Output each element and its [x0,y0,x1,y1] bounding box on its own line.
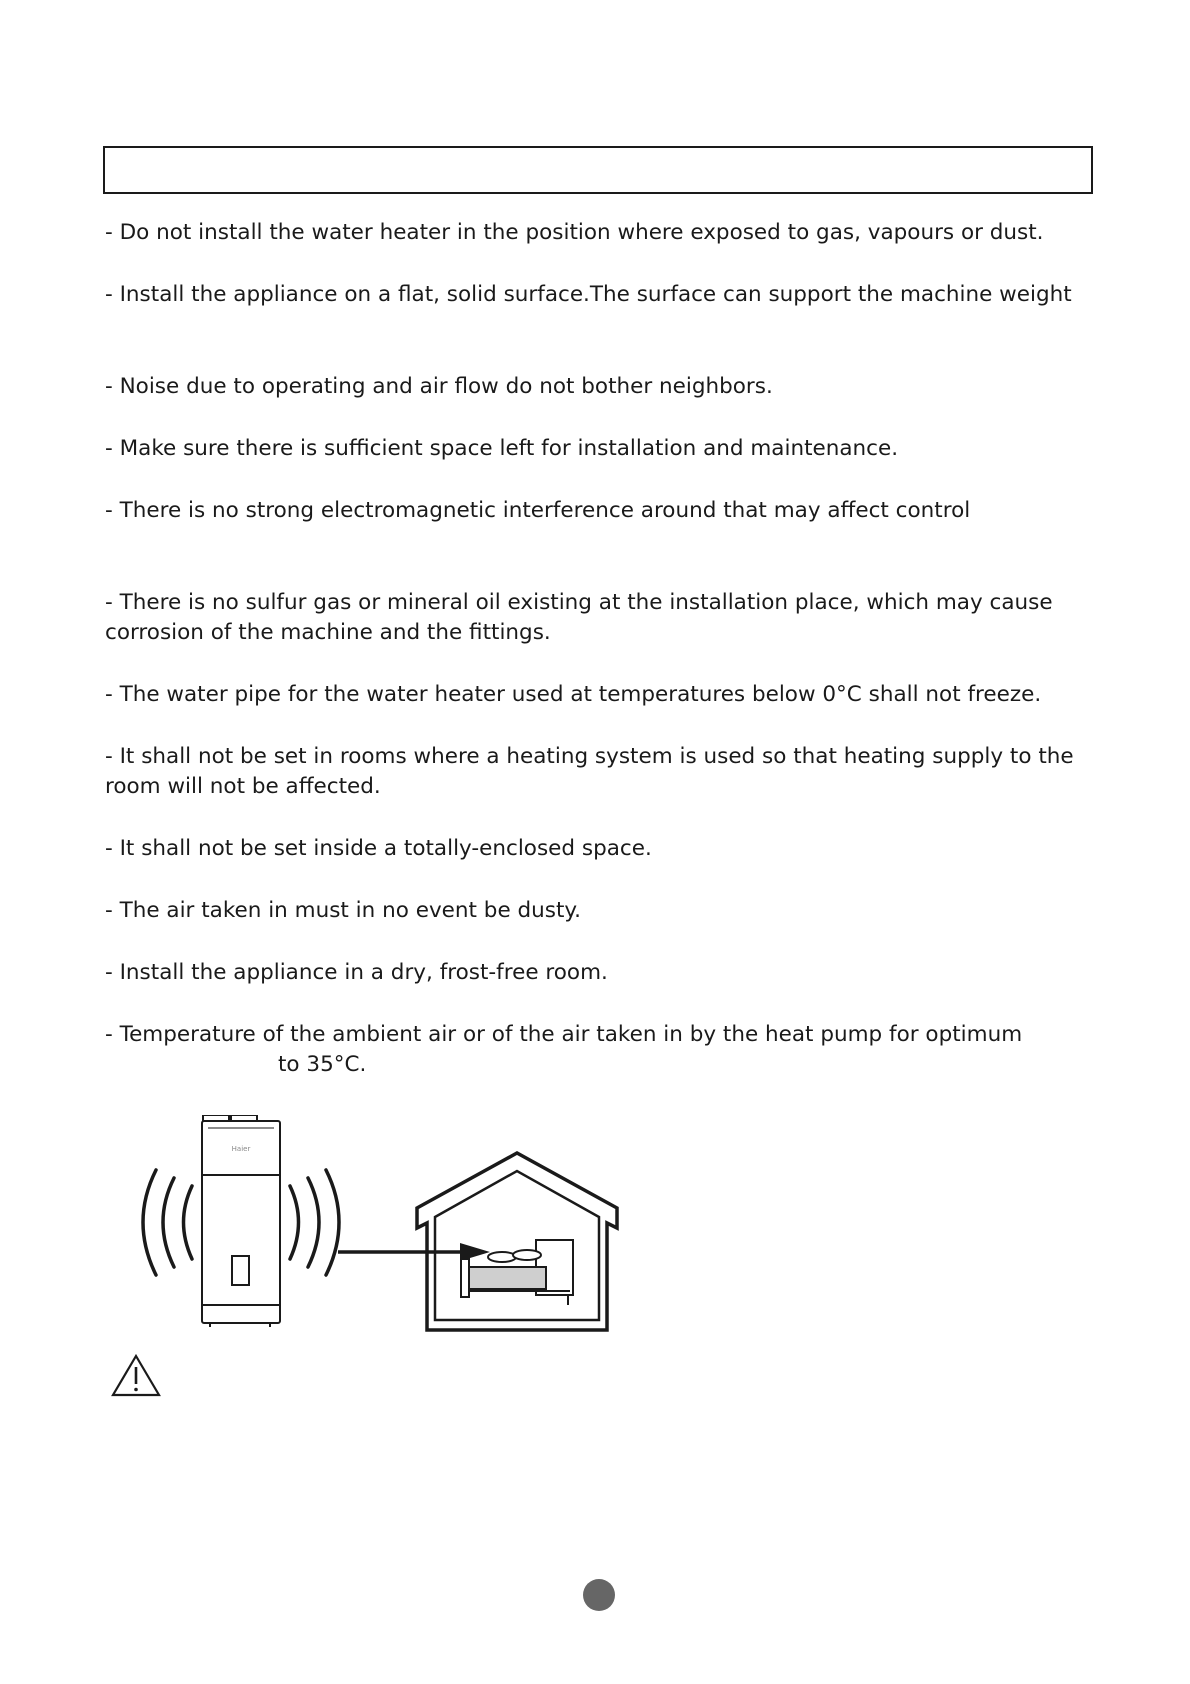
list-item: - It shall not be set in rooms where a heating system is used so that heating supply to the [105,744,1074,769]
list-item: - It shall not be set inside a totally-enclosed space. [105,836,652,861]
list-item-continuation: corrosion of the machine and the fittings. [105,620,551,645]
warning-triangle-icon [110,1352,162,1398]
noise-wave-icon [143,1170,339,1275]
list-item-continuation: to 35°C. [278,1052,367,1077]
list-item: - There is no sulfur gas or mineral oil existing at the installation place, which may cause [105,590,1053,615]
list-item: - Noise due to operating and air flow do not bother neighbors. [105,374,773,399]
list-item: - The water pipe for the water heater used at temperatures below 0°C shall not freeze. [105,682,1042,707]
brand-label: Haier [231,1145,251,1153]
list-item: - Make sure there is sufficient space left for installation and maintenance. [105,436,899,461]
list-item: - The air taken in must in no event be dusty. [105,898,581,923]
noise-illustration [130,1115,630,1345]
list-item: - Do not install the water heater in the position where exposed to gas, vapours or dust. [105,220,1044,245]
list-item: - Install the appliance in a dry, frost-free room. [105,960,608,985]
list-item: - There is no strong electromagnetic interference around that may affect control [105,498,971,523]
list-item-continuation: room will not be affected. [105,774,381,799]
list-item: - Temperature of the ambient air or of the air taken in by the heat pump for optimum [105,1022,1023,1047]
house-icon [417,1153,617,1330]
list-item: - Install the appliance on a flat, solid surface.The surface can support the machine weight [105,282,1072,307]
page-number-dot [583,1579,615,1611]
section-header-box [103,146,1093,194]
